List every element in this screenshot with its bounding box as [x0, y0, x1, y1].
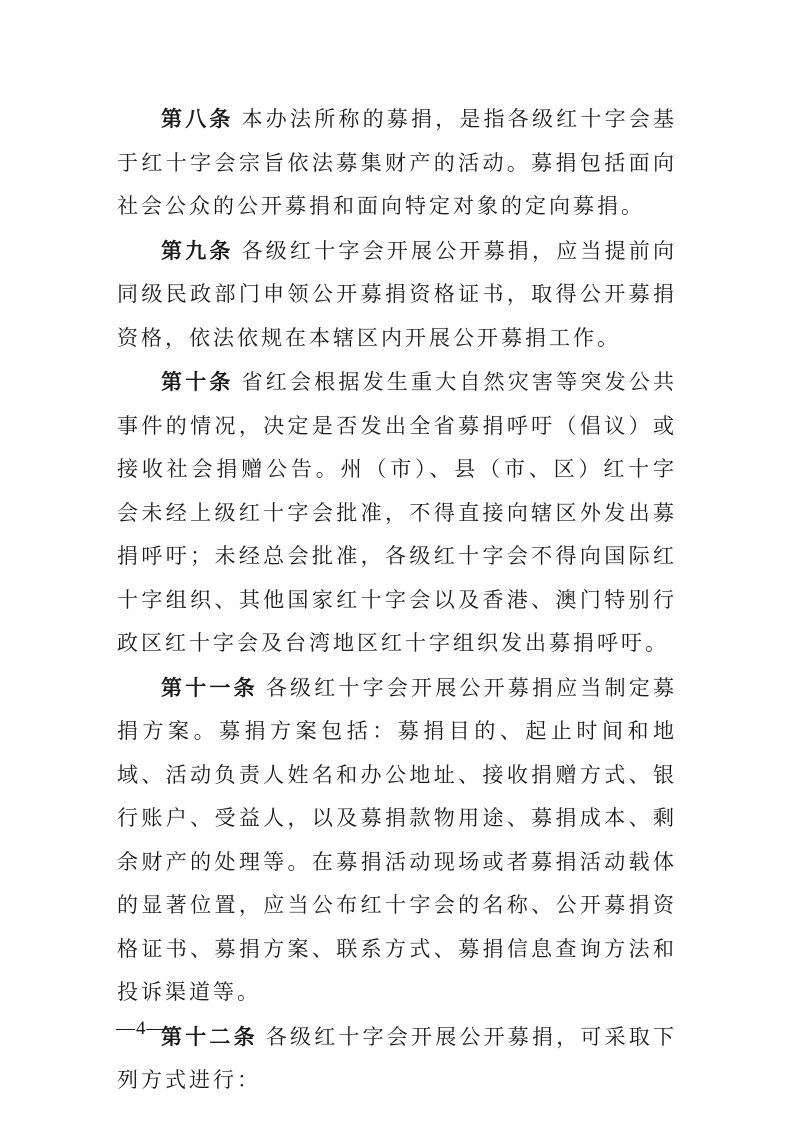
article-text: 各级红十字会开展公开募捐，应当提前向同级民政部门申领公开募捐资格证书，取得公开募捐资格，依法依规在本辖区内开展公开募捐工作。 — [117, 238, 678, 350]
article-text: 各级红十字会开展公开募捐应当制定募捐方案。募捐方案包括：募捐目的、起止时间和地域、活动负责人姓名和办公地址、接收捐赠方式、银行账户、受益人，以及募捐款物用途、募捐成本、剩余财产的处理等。在募捐活动现场或者募捐活动载体的显著位置，应当公布红十字会的名称、公开募捐资格证书、募捐方案、联系方式、募捐信息查询方法和投诉渠道等。 — [117, 675, 678, 1004]
article-8 — [117, 97, 677, 229]
article-heading: 第十一条 — [161, 674, 258, 700]
article-11 — [117, 666, 677, 1015]
page-number: —4— — [116, 1018, 167, 1039]
article-heading: 第八条 — [161, 106, 234, 131]
article-9 — [117, 229, 677, 361]
article-heading: 第九条 — [161, 237, 234, 263]
article-heading: 第十二条 — [161, 1023, 258, 1049]
article-text: 省红会根据发生重大自然灾害等突发公共事件的情况，决定是否发出全省募捐呼吁（倡议）或接收社会捐赠公告。州（市）、县（市、区）红十字会未经上级红十字会批准，不得直接向辖区外发出募捐呼吁；未经总会批准，各级红十字会不得向国际红十字组织、其他国家红十字会以及香港、澳门特别行政区红十字会及台湾地区红十字组织发出募捐呼吁。 — [117, 370, 678, 655]
document-body — [117, 97, 677, 1103]
article-text: 本办法所称的募捐，是指各级红十字会基于红十字会宗旨依法募集财产的活动。募捐包括面向社会公众的公开募捐和面向特定对象的定向募捐。 — [117, 107, 678, 218]
article-heading: 第十条 — [161, 369, 234, 394]
article-text: 各级红十字会开展公开募捐，可采取下列方式进行： — [117, 1024, 678, 1092]
article-12 — [117, 1015, 677, 1103]
article-10 — [117, 360, 677, 666]
